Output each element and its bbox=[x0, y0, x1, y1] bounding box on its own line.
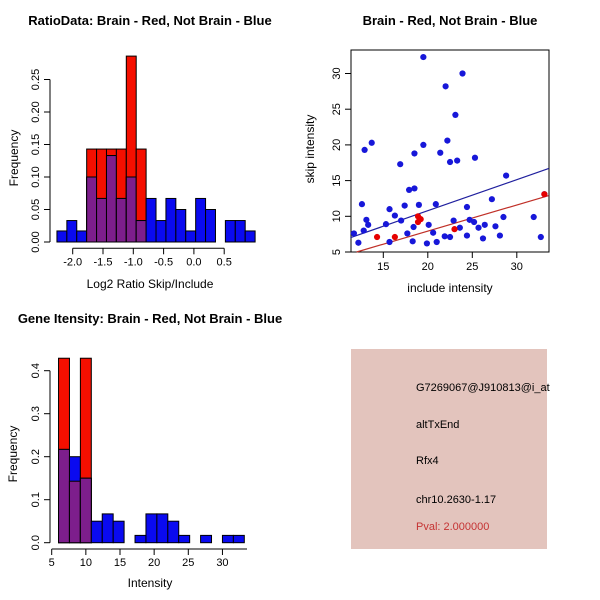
y-tick-label: 0.20 bbox=[30, 101, 42, 123]
scatter-point-blue bbox=[433, 201, 439, 207]
scatter-point-blue bbox=[420, 142, 426, 148]
location-text: chr10.2630-1.17 bbox=[416, 494, 497, 506]
panel-intensity-scatter bbox=[300, 0, 600, 300]
scatter-point-blue bbox=[482, 222, 488, 228]
scatter-title: Brain - Red, Not Brain - Blue bbox=[362, 13, 538, 28]
scatter-point-blue bbox=[437, 150, 443, 156]
hist-bar-blue bbox=[113, 521, 124, 543]
hist-bar-blue bbox=[245, 231, 255, 242]
scatter-point-blue bbox=[369, 140, 375, 146]
hist-bar-overlap bbox=[59, 449, 70, 542]
x-tick-label: 20 bbox=[421, 261, 434, 273]
fit-line-blue bbox=[350, 168, 548, 237]
hist-bar-blue bbox=[196, 198, 206, 242]
scatter-point-blue bbox=[500, 214, 506, 220]
event-type-text: altTxEnd bbox=[416, 419, 460, 431]
scatter-point-blue bbox=[404, 230, 410, 236]
scatter-point-blue bbox=[430, 230, 436, 236]
y-tick-label: 0.3 bbox=[30, 406, 42, 422]
hist-bar-blue bbox=[233, 535, 244, 542]
scatter-point-blue bbox=[443, 83, 449, 89]
scatter-point-blue bbox=[386, 239, 392, 245]
y-tick-label: 0.1 bbox=[30, 492, 42, 508]
scatter-point-blue bbox=[471, 219, 477, 225]
scatter-point-blue bbox=[392, 212, 398, 218]
scatter-point-blue bbox=[426, 222, 432, 228]
y-tick-label: 0.00 bbox=[30, 231, 42, 253]
scatter-point-red bbox=[451, 226, 457, 232]
hist-bar-blue bbox=[186, 231, 196, 242]
scatter-point-blue bbox=[503, 173, 509, 179]
x-tick-label: 15 bbox=[113, 557, 127, 569]
hist-bar-blue bbox=[168, 521, 179, 543]
scatter-point-blue bbox=[492, 223, 498, 229]
y-tick-label: 5 bbox=[331, 248, 343, 256]
scatter-series bbox=[374, 191, 548, 240]
hist-bar-overlap bbox=[69, 481, 80, 542]
x-tick-label: 15 bbox=[377, 261, 390, 273]
scatter-point-blue bbox=[362, 147, 368, 153]
panel-gene-intensity-histogram bbox=[0, 300, 300, 600]
gene-name-text: Rfx4 bbox=[416, 455, 439, 467]
scatter-point-blue bbox=[531, 214, 537, 220]
scatter-ylabel: skip intensity bbox=[303, 114, 317, 184]
hist-bar-blue bbox=[91, 521, 102, 543]
hist-bar-blue bbox=[166, 198, 176, 242]
scatter-point-blue bbox=[497, 232, 503, 238]
hist-bar-overlap bbox=[87, 177, 97, 242]
scatter-point-blue bbox=[447, 234, 453, 240]
x-tick-label: 25 bbox=[182, 557, 195, 569]
hist-bar-blue bbox=[201, 535, 212, 542]
scatter-point-blue bbox=[416, 202, 422, 208]
hist-bar-blue bbox=[179, 535, 190, 542]
hist-bar-overlap bbox=[106, 156, 116, 242]
hist-bar-blue bbox=[157, 514, 168, 543]
bars-group bbox=[57, 56, 255, 242]
y-tick-label: 0.4 bbox=[30, 363, 42, 379]
hist-bar-blue bbox=[146, 514, 157, 543]
scatter-point-blue bbox=[447, 159, 453, 165]
x-tick-label: -0.5 bbox=[154, 256, 174, 269]
scatter-point-blue bbox=[444, 138, 450, 144]
hist-bar-blue bbox=[67, 221, 77, 242]
bars-group bbox=[59, 358, 245, 542]
scatter-point-blue bbox=[472, 155, 478, 161]
hist-bar-overlap bbox=[116, 198, 126, 242]
scatter-point-red bbox=[541, 191, 547, 197]
y-tick-label: 20 bbox=[331, 138, 343, 152]
scatter-point-red bbox=[418, 216, 424, 222]
hist-bar-blue bbox=[77, 231, 87, 242]
scatter-point-blue bbox=[365, 222, 371, 228]
y-tick-label: 0.05 bbox=[30, 198, 42, 221]
y-tick-label: 10 bbox=[331, 210, 343, 223]
scatter-point-blue bbox=[383, 221, 389, 227]
x-tick-label: -1.0 bbox=[123, 256, 143, 269]
probe-id-text: G7269067@J910813@i_at bbox=[416, 382, 550, 394]
gene-histogram-title: Gene Itensity: Brain - Red, Not Brain - Blue bbox=[17, 311, 283, 326]
x-tick-label: 30 bbox=[510, 261, 523, 273]
scatter-xlabel: include intensity bbox=[407, 281, 493, 295]
y-tick-label: 0.25 bbox=[30, 68, 42, 91]
scatter-point-blue bbox=[457, 225, 463, 231]
hist-bar-blue bbox=[225, 221, 235, 242]
panel-gene-info bbox=[300, 300, 600, 600]
x-tick-label: -2.0 bbox=[63, 256, 83, 269]
plot-box bbox=[351, 50, 549, 252]
hist-bar-blue bbox=[156, 221, 166, 242]
y-tick-label: 0.10 bbox=[30, 166, 42, 188]
x-tick-label: 5 bbox=[48, 557, 55, 569]
scatter-point-blue bbox=[420, 54, 426, 60]
gene-histogram-canvas bbox=[0, 300, 300, 600]
scatter-point-red bbox=[374, 234, 380, 240]
pval-text: Pval: 2.000000 bbox=[416, 521, 490, 533]
ratio-histogram-canvas bbox=[0, 0, 300, 300]
scatter-point-blue bbox=[361, 227, 367, 233]
ratio-histogram-xlabel: Log2 Ratio Skip/Include bbox=[86, 277, 214, 291]
x-tick-label: 30 bbox=[216, 557, 229, 569]
y-tick-label: 15 bbox=[331, 174, 343, 187]
scatter-point-blue bbox=[480, 235, 486, 241]
scatter-point-blue bbox=[397, 161, 403, 167]
scatter-point-blue bbox=[359, 201, 365, 207]
hist-bar-blue bbox=[135, 535, 146, 542]
hist-bar-blue bbox=[57, 231, 67, 242]
scatter-point-blue bbox=[434, 239, 440, 245]
gene-info-box bbox=[351, 349, 550, 549]
hist-bar-overlap bbox=[97, 198, 107, 242]
scatter-point-blue bbox=[442, 233, 448, 239]
scatter-point-blue bbox=[406, 187, 412, 193]
y-tick-label: 0.15 bbox=[30, 133, 42, 156]
hist-bar-blue bbox=[102, 514, 113, 543]
scatter-point-blue bbox=[386, 206, 392, 212]
x-tick-label: 20 bbox=[148, 557, 161, 569]
ratio-histogram-title: RatioData: Brain - Red, Not Brain - Blue bbox=[28, 13, 272, 28]
scatter-point-blue bbox=[454, 158, 460, 164]
y-tick-label: 30 bbox=[331, 67, 343, 80]
x-tick-label: -1.5 bbox=[93, 256, 113, 269]
y-tick-label: 0.0 bbox=[30, 535, 42, 551]
hist-bar-blue bbox=[146, 198, 156, 242]
scatter-point-blue bbox=[451, 217, 457, 223]
scatter-series bbox=[351, 54, 548, 247]
scatter-point-blue bbox=[402, 202, 408, 208]
x-tick-label: 0.0 bbox=[186, 256, 202, 269]
scatter-point-blue bbox=[475, 225, 481, 231]
scatter-point-blue bbox=[452, 112, 458, 118]
hist-bar-overlap bbox=[126, 177, 136, 242]
hist-bar-blue bbox=[206, 210, 216, 243]
hist-bar-overlap bbox=[80, 478, 91, 543]
ratio-histogram-ylabel: Frequency bbox=[7, 129, 21, 187]
gene-histogram-ylabel: Frequency bbox=[6, 425, 20, 483]
scatter-point-blue bbox=[411, 185, 417, 191]
scatter-point-blue bbox=[464, 204, 470, 210]
scatter-point-blue bbox=[355, 240, 361, 246]
panel-ratio-histogram bbox=[0, 0, 300, 300]
scatter-point-blue bbox=[411, 150, 417, 156]
x-tick-label: 0.5 bbox=[216, 256, 232, 269]
hist-bar-blue bbox=[176, 210, 186, 243]
scatter-point-blue bbox=[464, 232, 470, 238]
scatter-point-blue bbox=[398, 217, 404, 223]
y-tick-label: 25 bbox=[331, 103, 343, 116]
scatter-point-red bbox=[392, 234, 398, 240]
scatter-point-blue bbox=[410, 224, 416, 230]
gene-histogram-xlabel: Intensity bbox=[127, 576, 173, 590]
y-tick-label: 0.2 bbox=[30, 449, 42, 465]
scatter-point-blue bbox=[538, 234, 544, 240]
hist-bar-blue bbox=[222, 535, 233, 542]
scatter-point-blue bbox=[410, 238, 416, 244]
scatter-point-blue bbox=[489, 196, 495, 202]
scatter-point-blue bbox=[424, 240, 430, 246]
hist-bar-blue bbox=[235, 221, 245, 242]
scatter-point-blue bbox=[351, 230, 357, 236]
scatter-canvas bbox=[300, 0, 600, 300]
scatter-point-blue bbox=[459, 70, 465, 76]
x-tick-label: 10 bbox=[79, 557, 92, 569]
hist-bar-overlap bbox=[136, 221, 146, 242]
x-tick-label: 25 bbox=[466, 261, 479, 273]
